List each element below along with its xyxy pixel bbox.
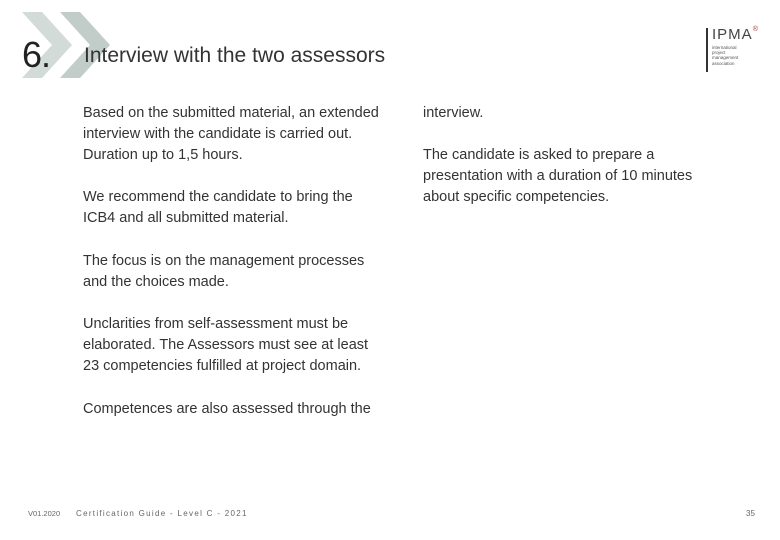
paragraph-unclarities: Unclarities from self-assessment must be elaborated. The Assessors must see at least 23 competencies fulfilled at project domain. (83, 316, 369, 374)
logo-word (712, 26, 759, 43)
paragraph-competences: Competences are also assessed through the (83, 401, 371, 417)
logo-tagline (712, 45, 738, 66)
logo-bar (706, 28, 708, 72)
paragraph-continuation: interview. (423, 105, 484, 121)
section-number: 6. (22, 34, 51, 75)
logo-registered-mark: ® (752, 26, 759, 33)
ipma-logo (706, 28, 762, 74)
paragraph-focus: The focus is on the management processes and the choices made. (83, 253, 365, 290)
logo-line: association (712, 60, 735, 66)
footer-guide: Certification Guide - Level C - 2021 (76, 509, 248, 518)
paragraph-bring-material: We recommend the candidate to bring the ICB4 and all submitted material. (83, 189, 353, 226)
logo-line: management (712, 55, 739, 61)
footer-version: V01.2020 (28, 509, 61, 518)
logo-line: project (712, 50, 726, 56)
page-number: 35 (746, 509, 755, 518)
paragraph-interview: Based on the submitted material, an extended interview with the candidate is carried out. Duration up to 1,5 hours. (83, 105, 379, 163)
logo-word-text: IPMA (712, 26, 753, 43)
paragraph-presentation: The candidate is asked to prepare a presentation with a duration of 10 minutes about specific competencies. (423, 147, 693, 205)
logo-line: international (712, 45, 737, 50)
page-title: Interview with the two assessors (84, 44, 386, 67)
